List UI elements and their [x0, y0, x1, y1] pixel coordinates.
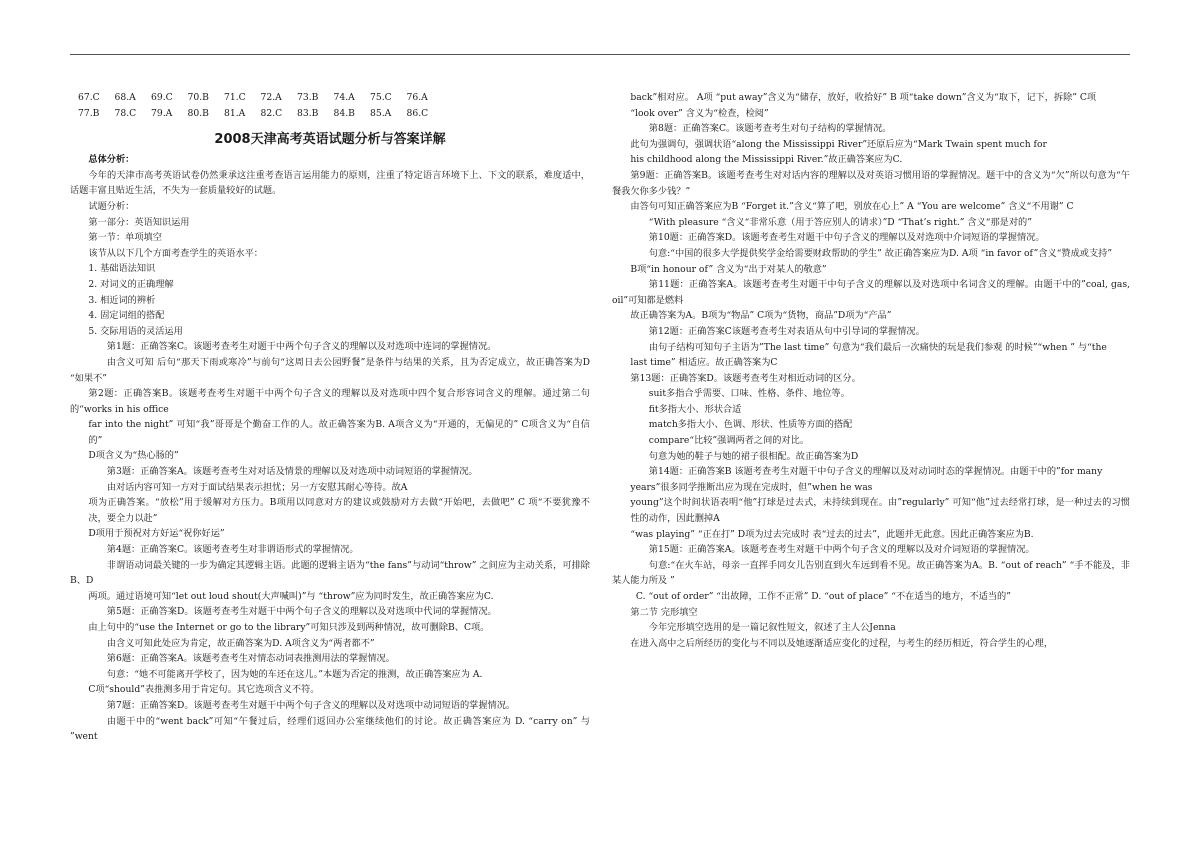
header-rule — [70, 54, 1130, 55]
text-paragraph: 故正确答案为A。B项为“物品” C项为“货物，商品”D项为“产品” — [630, 310, 892, 322]
answer-key-row-2 — [78, 106, 590, 122]
text-paragraph: 第10题：正确答案D。该题考查考生对题干中句子含义的理解以及对选项中介词短语的掌握情况。 — [648, 232, 1045, 244]
answer-item: 77.B — [78, 107, 100, 119]
text-paragraph: C项“should”表推测多用于肯定句。其它选项含义不符。 — [88, 684, 320, 696]
text-paragraph: 今年完形填空选用的是一篇记叙性短文，叙述了主人公Jenna — [648, 622, 896, 634]
right-column — [612, 90, 1130, 840]
text-paragraph: 1. 基础语法知识 — [88, 263, 156, 275]
answer-item: 71.C — [224, 92, 246, 103]
text-paragraph: match多指大小、色调、形状、性质等方面的搭配 — [648, 419, 853, 431]
text-paragraph: C. “out of order” “出故障，工作不正常” D. “out of place” “不在适当的地方，不适当的” — [635, 591, 1011, 602]
left-column — [70, 90, 590, 840]
text-paragraph: 非谓语动词最关键的一步为确定其逻辑主语。此题的逻辑主语为“the fans”与动词“throw” 之间应为主动关系，可排除B、D — [70, 559, 590, 587]
text-paragraph: 第4题：正确答案C。该题考查考生对非谓语形式的掌握情况。 — [106, 544, 359, 556]
text-paragraph: 此句为强调句，强调状语“along the Mississippi River”还原后应为“Mark Twain spent much for — [630, 138, 1047, 150]
text-paragraph: 第14题：正确答案B 该题考查考生对题干中句子含义的理解以及对动词时态的掌握情况。由题干中的”for many — [648, 466, 1103, 478]
text-paragraph: 句意:“中国的很多大学提供奖学金给需要财政帮助的学生” 故正确答案应为D. A项 “in favor of”含义“赞成或支持” — [648, 247, 1113, 259]
text-paragraph: years”很多同学推断出应为现在完成时，但”when he was — [630, 481, 873, 493]
text-paragraph: last time” 相适应。故正确答案为C — [630, 357, 778, 369]
text-paragraph: 5. 交际用语的灵活运用 — [88, 325, 183, 337]
text-paragraph: 该节从以下几个方面考查学生的英语水平： — [88, 247, 263, 259]
answer-key-row-1 — [78, 90, 590, 106]
text-paragraph: 第一节：单项填空 — [88, 232, 162, 244]
text-paragraph: 句意:“在火车站，母亲一直挥手同女儿告别直到火车远到看不见。故正确答案为A。B. “out of reach” “手不能及，非某人能力所及 ” — [612, 559, 1130, 587]
text-paragraph: fit多指大小、形状合适 — [648, 403, 742, 415]
text-paragraph: 由句子结构可知句子主语为”The last time” 句意为“我们最后一次痛快的玩是我们参观 的时候”“when ” 与“the — [648, 341, 1107, 353]
answer-item: 73.B — [297, 92, 319, 103]
answer-item: 75.C — [370, 92, 392, 103]
text-paragraph: 句意：“她不可能离开学校了，因为她的车还在这儿。”本题为否定的推测，故正确答案应为 A. — [106, 668, 483, 680]
text-paragraph: 第8题：正确答案C。该题考查考生对句子结构的掌握情况。 — [648, 123, 892, 135]
left-column-body — [70, 152, 590, 745]
text-paragraph: 第5题：正确答案D。该题考查考生对题干中两个句子含义的理解以及对选项中代词的掌握情况。 — [106, 606, 497, 618]
text-paragraph: 第9题：正确答案B。该题考查考生对对话内容的理解以及对英语习惯用语的掌握情况。题干中的含义为“欠”所以句意为“午餐我欠你多少钱？” — [612, 169, 1130, 197]
text-paragraph: 第12题：正确答案C该题考查考生对表语从句中引导词的掌握情况。 — [648, 325, 925, 337]
answer-item: 74.A — [333, 92, 355, 103]
text-paragraph: 项为正确答案。“放松”用于缓解对方压力。B项用以同意对方的建议或鼓励对方去做“开始吧，去做吧” C 项“不要犹豫不决，要全力以赴” — [88, 497, 590, 524]
answer-item: 84.B — [333, 107, 355, 119]
text-paragraph: 由对话内容可知一方对于面试结果表示担忧；另一方安慰其耐心等待。故A — [106, 481, 408, 493]
text-paragraph: 今年的天津市高考英语试卷仍然秉承这注重考查语言运用能力的原则，注重了特定语言环境下上、下文的联系，难度适中，话题丰富且贴近生活，不失为一套质量较好的试题。 — [70, 169, 590, 197]
text-paragraph: 第6题：正确答案A。该题考查考生对情态动词表推测用法的掌握情况。 — [106, 653, 395, 665]
text-paragraph: 由上句中的“use the Internet or go to the library”可知只涉及到两种情况，故可删除B、C项。 — [88, 622, 490, 633]
text-paragraph: 由题干中的“went back”可知“午餐过后，经理们返回办公室继续他们的讨论。故正确答案应为 D. “carry on” 与 ”went — [70, 715, 590, 743]
text-paragraph: young”这个时间状语表明“他”打球是过去式，未持续到现在。由”regularly” 可知“他”过去经常打球，是一种过去的习惯性的动作，因此删掉A — [630, 497, 1130, 525]
answer-item: 81.A — [224, 107, 246, 119]
text-paragraph: B项“in honour of” 含义为“出于对某人的敬意” — [630, 263, 827, 275]
text-paragraph: 第2题：正确答案B。该题考查考生对题干中两个句子含义的理解以及对选项中四个复合形容词含义的理解。通过第二句的“works in his office — [70, 388, 590, 415]
answer-item: 78.C — [114, 107, 137, 119]
answer-item: 79.A — [151, 107, 173, 119]
text-paragraph: 第一部分：英语知识运用 — [88, 216, 190, 228]
answer-item: 80.B — [187, 107, 209, 119]
answer-item: 72.A — [260, 92, 282, 103]
answer-item: 69.C — [151, 92, 173, 103]
answer-item: 82.C — [260, 107, 283, 119]
answer-item: 85.A — [370, 107, 392, 119]
text-paragraph: 第3题：正确答案A。该题考查考生对对话及情景的理解以及对选项中动词短语的掌握情况。 — [106, 466, 478, 478]
text-paragraph: 由含义可知 后句“那天下雨或寒冷”与前句“这周日去公园野餐”是条件与结果的关系，且为否定成立，故正确答案为D “如果不” — [70, 356, 590, 384]
text-paragraph: “With pleasure “含义“非常乐意（用于答应别人的请求）”D “That’s right.” 含义“那是对的” — [648, 216, 1032, 228]
text-paragraph: 由含义可知此处应为肯定，故正确答案为D. A项含义为“两者都不” — [106, 637, 375, 649]
text-paragraph: 总体分析： — [88, 154, 135, 166]
text-paragraph: 第13题：正确答案D。该题考查考生对相近动词的区分。 — [630, 372, 861, 384]
answer-item: 86.C — [406, 107, 429, 119]
text-paragraph: far into the night” 可知“我”哥哥是个勤奋工作的人。故正确答案为B. A项含义为“开通的，无偏见的” C项含义为“自信的” — [88, 419, 590, 446]
answer-item: 67.C — [78, 92, 100, 103]
text-paragraph: 4. 固定词组的搭配 — [88, 310, 165, 322]
text-paragraph: back”相对应。 A项 “put away”含义为“储存，放好，收拾好” B 项“take down”含义为“取下，记下，拆除” C项 — [630, 92, 1097, 103]
text-paragraph: 第11题：正确答案A。该题考查考生对题干中句子含义的理解以及对选项中名词含义的理解。由题干中的”coal, gas, oil”可知都是燃料 — [612, 279, 1130, 306]
text-paragraph: 2. 对词义的正确理解 — [88, 278, 174, 290]
text-paragraph: 试题分析： — [88, 200, 135, 212]
text-paragraph: 第二节 完形填空 — [630, 606, 698, 618]
answer-item: 70.B — [187, 92, 209, 103]
text-paragraph: 第1题：正确答案C。该题考查考生对题干中两个句子含义的理解以及对选项中连词的掌握情况。 — [106, 341, 497, 353]
text-paragraph: 由答句可知正确答案应为B “Forget it.”含义“算了吧，别放在心上” A “You are welcome” 含义“不用谢” C — [630, 201, 1074, 213]
text-paragraph: 在进入高中之后所经历的变化与不同以及她逐渐适应变化的过程，与考生的经历相近，符合学生的心理， — [630, 637, 1054, 649]
answer-item: 68.A — [114, 92, 136, 103]
text-paragraph: suit多指合乎需要、口味、性格、条件、地位等。 — [648, 388, 850, 400]
text-paragraph: D项含义为“热心肠的” — [88, 450, 179, 462]
document-title: 2008天津高考英语试题分析与答案详解 — [214, 132, 446, 148]
text-paragraph: 句意为她的鞋子与她的裙子很相配。故正确答案为D — [648, 450, 859, 462]
answer-item: 83.B — [297, 107, 319, 119]
right-column-body — [612, 90, 1130, 651]
text-paragraph: 两项。通过语境可知“let out loud shout(大声喊叫)”与 “throw”应为同时发生，故正确答案应为C. — [88, 590, 494, 602]
text-paragraph: compare“比较”强调两者之间的对比。 — [648, 435, 810, 447]
text-paragraph: “look over” 含义为“检查，检阅” — [630, 107, 769, 119]
text-paragraph: 3. 相近词的辨析 — [88, 294, 156, 306]
answer-item: 76.A — [406, 92, 428, 103]
text-paragraph: 第15题：正确答案A。该题考查考生对题干中两个句子含义的理解以及对介词短语的掌握情况。 — [648, 544, 1035, 556]
text-paragraph: 第7题：正确答案D。该题考查考生对题干中两个句子含义的理解以及对选项中动词短语的掌握情况。 — [106, 699, 516, 711]
text-paragraph: “was playing” “正在打” D项为过去完成时 表“过去的过去”，此题并无此意。因此正确答案应为B. — [630, 528, 1034, 540]
text-paragraph: his childhood along the Mississippi River.”故正确答案应为C. — [630, 154, 903, 166]
text-paragraph: D项用于预祝对方好运“祝你好运” — [88, 528, 225, 540]
